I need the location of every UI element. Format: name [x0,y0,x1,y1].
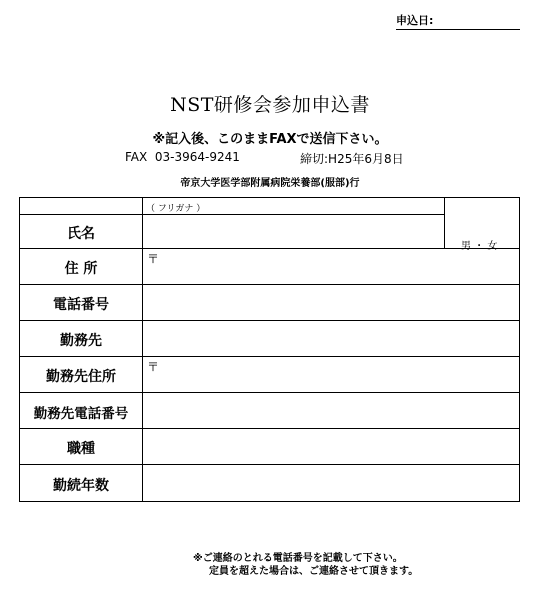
phone-field[interactable] [143,285,519,320]
fax-number: FAX 03-3964-9241 [125,150,240,164]
postal-mark: 〒 [147,360,160,374]
application-date-label: 申込日: [396,14,434,27]
fax-notice: ※記入後、このままFAXで送信下さい。 [152,132,388,147]
phone-label: 電話番号 [53,297,109,313]
deadline: 締切:H25年6月8日 [300,152,404,166]
years-field[interactable] [143,465,519,501]
address-label: 住 所 [64,261,98,277]
footnote-phone: ※ご連絡のとれる電話番号を記載して下さい。 [193,553,403,564]
gender-column-divider [444,198,445,248]
application-date-field[interactable] [396,13,520,30]
address-field[interactable] [143,249,519,284]
name-label: 氏名 [67,226,95,242]
gender-options[interactable]: 男 ・ 女 [461,241,498,252]
page-title: NST研修会参加申込書 [170,94,370,116]
application-form [19,197,520,502]
workplace-address-label: 勤務先住所 [46,369,116,385]
workplace-phone-label: 勤務先電話番号 [33,406,129,422]
furigana-hint: （ フリガナ ） [146,204,206,214]
years-label: 勤続年数 [53,478,109,494]
occupation-label: 職種 [67,441,95,457]
workplace-label: 勤務先 [60,333,102,349]
recipient: 帝京大学医学部附属病院栄養部(服部)行 [180,178,360,189]
occupation-field[interactable] [143,429,519,464]
workplace-address-field[interactable] [143,357,519,392]
workplace-phone-field[interactable] [143,393,519,428]
workplace-field[interactable] [143,321,519,356]
name-field[interactable] [143,215,444,248]
postal-mark: 〒 [147,252,160,266]
footnote-capacity: 定員を超えた場合は、ご連絡させて頂きます。 [209,566,419,577]
